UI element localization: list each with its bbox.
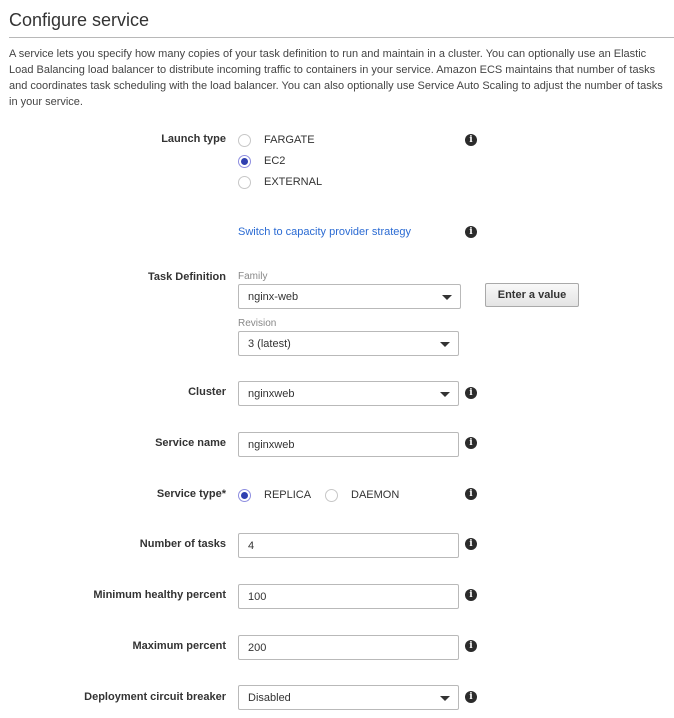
launch-type-external-option[interactable] [238,174,322,190]
page-title: Configure service [9,10,150,30]
switch-capacity-provider-link[interactable]: Switch to capacity provider strategy [238,226,412,238]
chevron-down-icon [440,392,450,397]
cluster-label: Cluster [188,386,226,398]
launch-type-fargate-option[interactable] [238,132,315,148]
cluster-info-icon[interactable]: i [465,387,477,399]
capacity-provider-info-icon[interactable]: i [465,226,477,238]
service-type-info-icon[interactable]: i [465,488,477,500]
family-select-value: nginx-web [248,290,299,303]
revision-label: Revision [238,318,277,329]
min-healthy-percent-info-icon[interactable]: i [465,589,477,601]
title-divider [9,37,674,38]
ec2-radio-label[interactable]: EC2 [264,155,286,167]
service-name-input[interactable]: nginxweb [238,432,459,457]
max-percent-info-icon[interactable]: i [465,640,477,652]
replica-radio[interactable] [238,489,251,502]
external-radio[interactable] [238,176,251,189]
cluster-select-value: nginxweb [248,387,295,400]
service-name-info-icon[interactable]: i [465,437,477,449]
ec2-radio[interactable] [238,155,251,168]
service-type-replica-option[interactable] [238,487,311,503]
circuit-breaker-select[interactable] [238,685,459,710]
revision-select-value: 3 (latest) [248,337,291,350]
number-of-tasks-input[interactable]: 4 [238,533,459,558]
min-healthy-percent-input[interactable]: 100 [238,584,459,609]
number-of-tasks-label: Number of tasks [139,538,226,550]
max-percent-label: Maximum percent [132,640,226,652]
family-label: Family [238,271,268,282]
task-definition-label: Task Definition [147,271,226,283]
family-select[interactable] [238,284,461,309]
cluster-select[interactable] [238,381,459,406]
daemon-radio-label[interactable]: DAEMON [351,489,400,501]
circuit-breaker-label: Deployment circuit breaker [84,691,226,703]
service-name-label: Service name [155,437,226,449]
fargate-radio[interactable] [238,134,251,147]
external-radio-label[interactable]: EXTERNAL [264,176,323,188]
chevron-down-icon [440,342,450,347]
service-type-daemon-option[interactable] [325,487,399,503]
circuit-breaker-select-value: Disabled [248,691,291,704]
circuit-breaker-info-icon[interactable]: i [465,691,477,703]
page-description: A service lets you specify how many copies of your task definition to run and maintain in a cluster. You can optionally use an Elastic Load Balancing load balancer to distribute incoming traffic to containers in your service. Amazon ECS maintains that number of tasks and coordinates task scheduling with the load balancer. You can also optionally use Service Auto Scaling to adjust the number of tasks in your service. [9,48,663,108]
launch-type-label: Launch type [161,133,226,145]
chevron-down-icon [440,696,450,701]
min-healthy-percent-label: Minimum healthy percent [93,589,226,601]
launch-type-info-icon[interactable]: i [465,134,477,146]
daemon-radio[interactable] [325,489,338,502]
revision-select[interactable] [238,331,459,356]
chevron-down-icon [442,295,452,300]
fargate-radio-label[interactable]: FARGATE [264,134,315,146]
launch-type-ec2-option[interactable] [238,153,285,169]
number-of-tasks-info-icon[interactable]: i [465,538,477,550]
max-percent-input[interactable]: 200 [238,635,459,660]
replica-radio-label[interactable]: REPLICA [264,489,312,501]
service-type-label: Service type* [156,488,226,500]
enter-a-value-button[interactable]: Enter a value [485,283,579,307]
